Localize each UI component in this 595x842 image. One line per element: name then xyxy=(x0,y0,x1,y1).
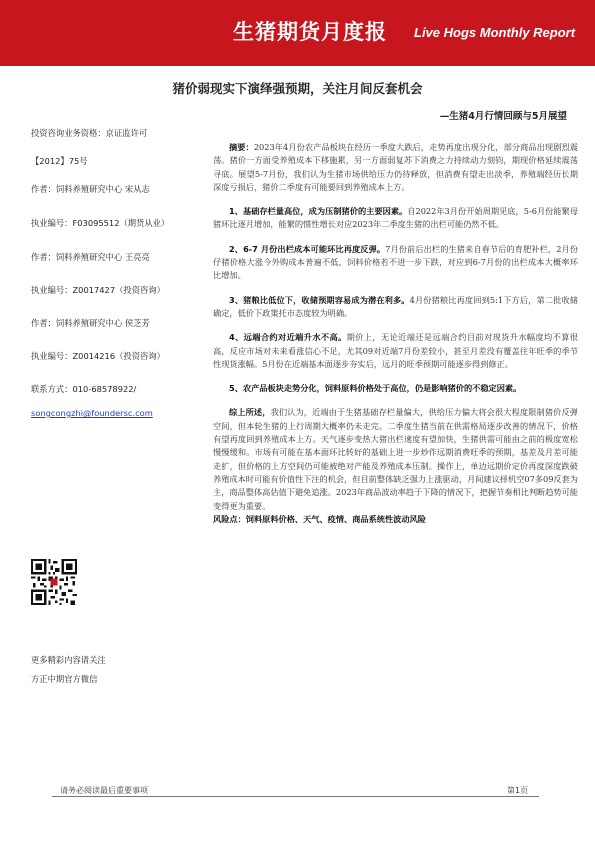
point-1 xyxy=(213,205,578,232)
point-2-body: 7月份前后出栏的生猪来自春节后的育肥补栏，2月份仔猪价格大涨今外购成本普遍不低，饲料价格若不进一步下跌，对应到6-7月份的出栏成本大概率环比增加。 xyxy=(213,243,579,281)
author-1-license: 执业编号：F03095512（期货从业） xyxy=(31,218,170,228)
footer-disclaimer: 请务必阅读最后重要事项 xyxy=(60,786,148,795)
contact-email-link[interactable]: songcongzhi@foundersc.com xyxy=(31,408,153,418)
point-5-head: 5、农产品板块走势分化，饲料原料价格处于高位，仍是影响猪价的不稳定因素。 xyxy=(229,383,522,394)
point-4-head: 4、远端合约对近端升水不高。 xyxy=(229,332,347,343)
summary-intro xyxy=(213,141,578,194)
point-3-body: 4月份猪粮比再度回到5:1下方后，第二批收储确定，低价下政策托市态度较为明确。 xyxy=(213,294,578,318)
wechat-qr-code xyxy=(31,559,77,605)
summary-intro-text: 2023年4月份农产品板块在经历一季度大跌后，走势再度出现分化，部分商品出现剧烈震荡。猪价一方面受养殖成本下移施累，另一方面弱复苏下消费之力持续动力刻钧，期现价格延续震荡寻底。展望5-7月份，我们认为生猪市场供给压力仍待释放，但消费有望走出淡季，养殖端经历长期深度亏损后，猪价二季度有可能要回到养殖成本上方。 xyxy=(213,142,578,192)
report-title: 猪价弱现实下演绎强预期，关注月间反套机会 xyxy=(172,81,423,96)
qualification-line-2: 【2012】75号 xyxy=(31,156,88,166)
point-3 xyxy=(213,294,578,321)
point-1-head: 1、基础存栏量高位，成为压制猪价的主要因素。 xyxy=(229,206,408,217)
qualification-line-1: 投资咨询业务资格：京证监许可 xyxy=(31,128,148,138)
point-1-body: 自2022年3月份开始周期见底，5-6月份能繁母猪环比逐月增加，能繁的惯性增长对应2023年二季度生猪的出栏可能仍然不低。 xyxy=(213,206,579,230)
summary-lead: 摘要： xyxy=(229,142,254,152)
follow-text-2: 方正中期官方微信 xyxy=(31,674,98,684)
risk-line xyxy=(213,513,578,526)
footer-page-number: 第1页 xyxy=(507,786,529,795)
author-3: 作者：饲料养殖研究中心 侯芝芳 xyxy=(31,318,150,328)
footer-divider xyxy=(52,796,539,797)
point-2 xyxy=(213,243,578,283)
report-header-banner xyxy=(0,0,595,66)
report-summary xyxy=(213,141,578,537)
author-3-license: 执业编号：Z0014216（投资咨询） xyxy=(31,351,165,361)
report-subtitle: —生猪4月行情回顾与5月展望 xyxy=(439,111,567,122)
risk-text: 风险点：饲料原料价格、天气、疫情、商品系统性波动风险 xyxy=(213,513,426,524)
contact-phone: 联系方式：010-68578922/ xyxy=(31,384,137,394)
header-title-en: Live Hogs Monthly Report xyxy=(414,25,576,40)
conclusion-text: 我们认为，近端由于生猪基础存栏量偏大，供给压力偏大将会很大程度限制猪价反弹空间，但本轮生猪的上行周期大概率仍未走完。二季度生猪当前在供需格局逐步改善的情况下，价格有望再度回到养殖成本上方。天气逐步变热大猪出栏速度有望加快，生猪供需可能由之前的极度宽松慢慢缓和。市场有可能在基本面环比转好的基础上进一步炒作远期消费旺季的预期，基差及月差可能走扩，但价格的上方空间仍可能被绝对产能及养殖成本压制。操作上，单边远期价定价再度深度跌破养殖成本时可能有价值性下注的机会，但目前整体缺乏强力上涨驱动，月间建议择机空07多09反套为主，商品整体高估值下避免追涨。2023年商品波动率趋于下降的情况下，把握节奏相比判断趋势可能变得更为重要。 xyxy=(213,407,578,511)
author-1: 作者：饲料养殖研究中心 宋从志 xyxy=(31,184,150,194)
conclusion xyxy=(213,406,578,512)
point-3-head: 3、猪粮比低位下，收储预期容易成为潜在利多。 xyxy=(229,294,410,305)
point-4 xyxy=(213,331,578,371)
author-2-license: 执业编号：Z0017427（投资咨询） xyxy=(31,285,165,295)
point-5 xyxy=(213,382,578,395)
author-2: 作者：饲料养殖研究中心 王亮亮 xyxy=(31,252,150,262)
point-4-body: 期价上，无论近端还是远端合约目前对现货升水幅度均不算很高，反应市场对未来看涨信心不足，尤其09对近端7月份差较小，甚至月差没有覆盖往年旺季的季节性现货涨幅。5月份在近端基本面逐步夯实后，远月的旺季预期可能逐步得到修正。 xyxy=(213,332,578,369)
conclusion-lead: 综上所述， xyxy=(229,407,271,418)
follow-text-1: 更多精彩内容请关注 xyxy=(31,655,106,665)
point-2-head: 2、6-7 月份出栏成本可能环比再度反弹。 xyxy=(229,243,386,254)
header-title-cn: 生猪期货月度报 xyxy=(233,20,387,44)
